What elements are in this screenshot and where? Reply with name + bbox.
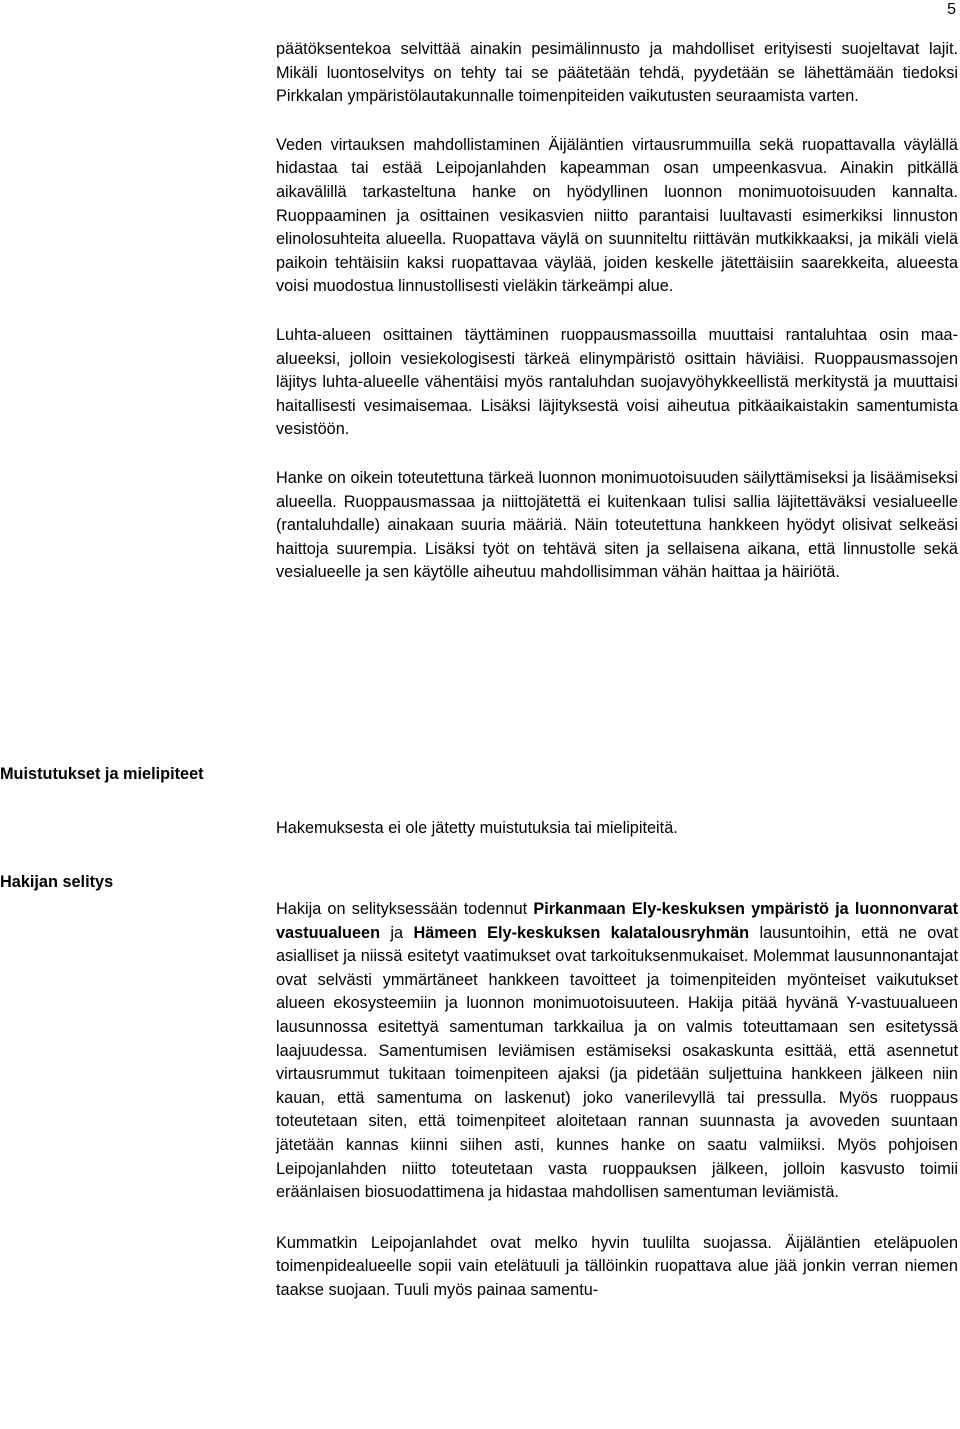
section-heading-muistutukset: Muistutukset ja mielipiteet — [0, 765, 204, 783]
paragraph: Kummatkin Leipojanlahdet ovat melko hyvin tuulilta suojassa. Äijäläntien eteläpuolen toimenpidealueelle sopii vain etelätuuli ja tällöinkin ruopattava alue jää jonkin verran niemen taakse suojaan. Tuuli myös painaa samentu- — [276, 1233, 958, 1299]
paragraph: Hakemuksesta ei ole jätetty muistutuksia tai mielipiteitä. — [276, 819, 678, 837]
bold-text: Pirkanmaan Ely-keskuksen ympäristö ja luonnonvarat vastuualueen — [276, 900, 958, 942]
bold-text: Hämeen Ely-keskuksen kalatalousryhmän — [413, 923, 750, 942]
page-number: 5 — [947, 1, 956, 18]
paragraph: päätöksentekoa selvittää ainakin pesimälinnusto ja mahdolliset erityisesti suojeltavat lajit. Mikäli luontoselvitys on tehty tai se päätetään tehdä, pyydetään se lähettämään tiedoksi Pirkkalan ympäristölautakunnalle toimenpiteiden vaikutusten seuraamista varten. — [276, 40, 958, 106]
paragraph: Veden virtauksen mahdollistaminen Äijäläntien virtausrummuilla sekä ruopattavalla väylällä hidastaa tai estää Leipojanlahden kapeamman osan umpeenkasvua. Ainakin pitkällä aikavälillä tarkasteltuna hanke on hyödyllinen luonnon monimuotoisuuden kannalta. Ruoppaaminen ja osittainen vesikasvien niitto parantaisi luultavasti esimerkiksi linnuston elinolosuhteita alueella. Ruopattava väylä on suunniteltu riittävän mutkikkaaksi, ja mikäli vielä paikoin tehtäisiin kaksi ruopattavaa väylää, joiden keskelle jätettäisiin saarekkeita, alueesta voisi muodostua linnustollisesti vieläkin tärkeämpi alue. — [276, 135, 958, 296]
section-heading-hakijan-selitys: Hakijan selitys — [0, 873, 114, 891]
text-run: lausuntoihin, että ne ovat asialliset ja niissä esitetyt vaatimukset ovat tarkoituksenmukaiset. Molemmat lausunnonantajat ovat selvästi ymmärtäneet hankkeen tavoitteet ja toimenpiteiden myönteiset vaikutukset alueen ekosysteemiin ja luonnon monimuotoisuuteen. Hakija pitää hyvänä Y-vastuualueen lausunnossa esitettyä samentuman tarkkailua ja on valmis toteuttamaan sen esitetyssä laajuudessa. Samentumisen leviämisen estämiseksi osakaskunta esittää, että asennetut virtausrummut tukitaan toimenpiteen ajaksi (ja pidetään suljettuina hankkeen jälkeen niin kauan, että samentuma on laskenut) joko vanerilevyllä tai pressulla. Myös ruoppaus toteutetaan siten, että toimenpiteet aloitetaan rannan suunnasta ja avoveden suuntaan jätetään kannas kiinni siihen asti, kunnes hanke on saatu valmiiksi. Myös pohjoisen Leipojanlahden niitto toteutetaan vasta ruoppauksen jälkeen, jolloin kasvusto toimii eräänlaisen biosuodattimena ja hidastaa mahdollisen samentuman leviämistä. — [276, 923, 958, 1202]
paragraph: Luhta-alueen osittainen täyttäminen ruoppausmassoilla muuttaisi rantaluhtaa osin maa-alueeksi, jolloin vesiekologisesti tärkeä elinympäristö osittain häviäisi. Ruoppausmassojen läjitys luhta-alueelle vähentäisi myös rantaluhdan suojavyöhykkeellistä merkitystä ja muuttaisi haitallisesti vesimaisemaa. Lisäksi läjityksestä voisi aiheutua pitkäaikaistakin samentumista vesistöön. — [276, 325, 958, 439]
top-section — [276, 38, 958, 585]
hakijan-selitys-body — [276, 898, 958, 1303]
muistutukset-body — [276, 817, 958, 841]
paragraph: Hanke on oikein toteutettuna tärkeä luonnon monimuotoisuuden säilyttämiseksi ja lisäämiseksi alueella. Ruoppausmassaa ja niittojätettä ei kuitenkaan tulisi sallia läjitettäväksi vesialueelle (rantaluhdalle) ainakaan suuria määriä. Näin toteutettuna hankkeen hyödyt olisivat selkeäsi haittoja suurempia. Lisäksi työt on tehtävä siten ja sellaisena aikana, että linnustolle sekä vesialueelle ja sen käytölle aiheutuu mahdollisimman vähän haittaa ja häiriötä. — [276, 468, 958, 582]
text-run: ja — [380, 923, 414, 942]
text-run: Hakija on selityksessään todennut — [276, 900, 534, 918]
paragraph — [276, 898, 958, 1205]
